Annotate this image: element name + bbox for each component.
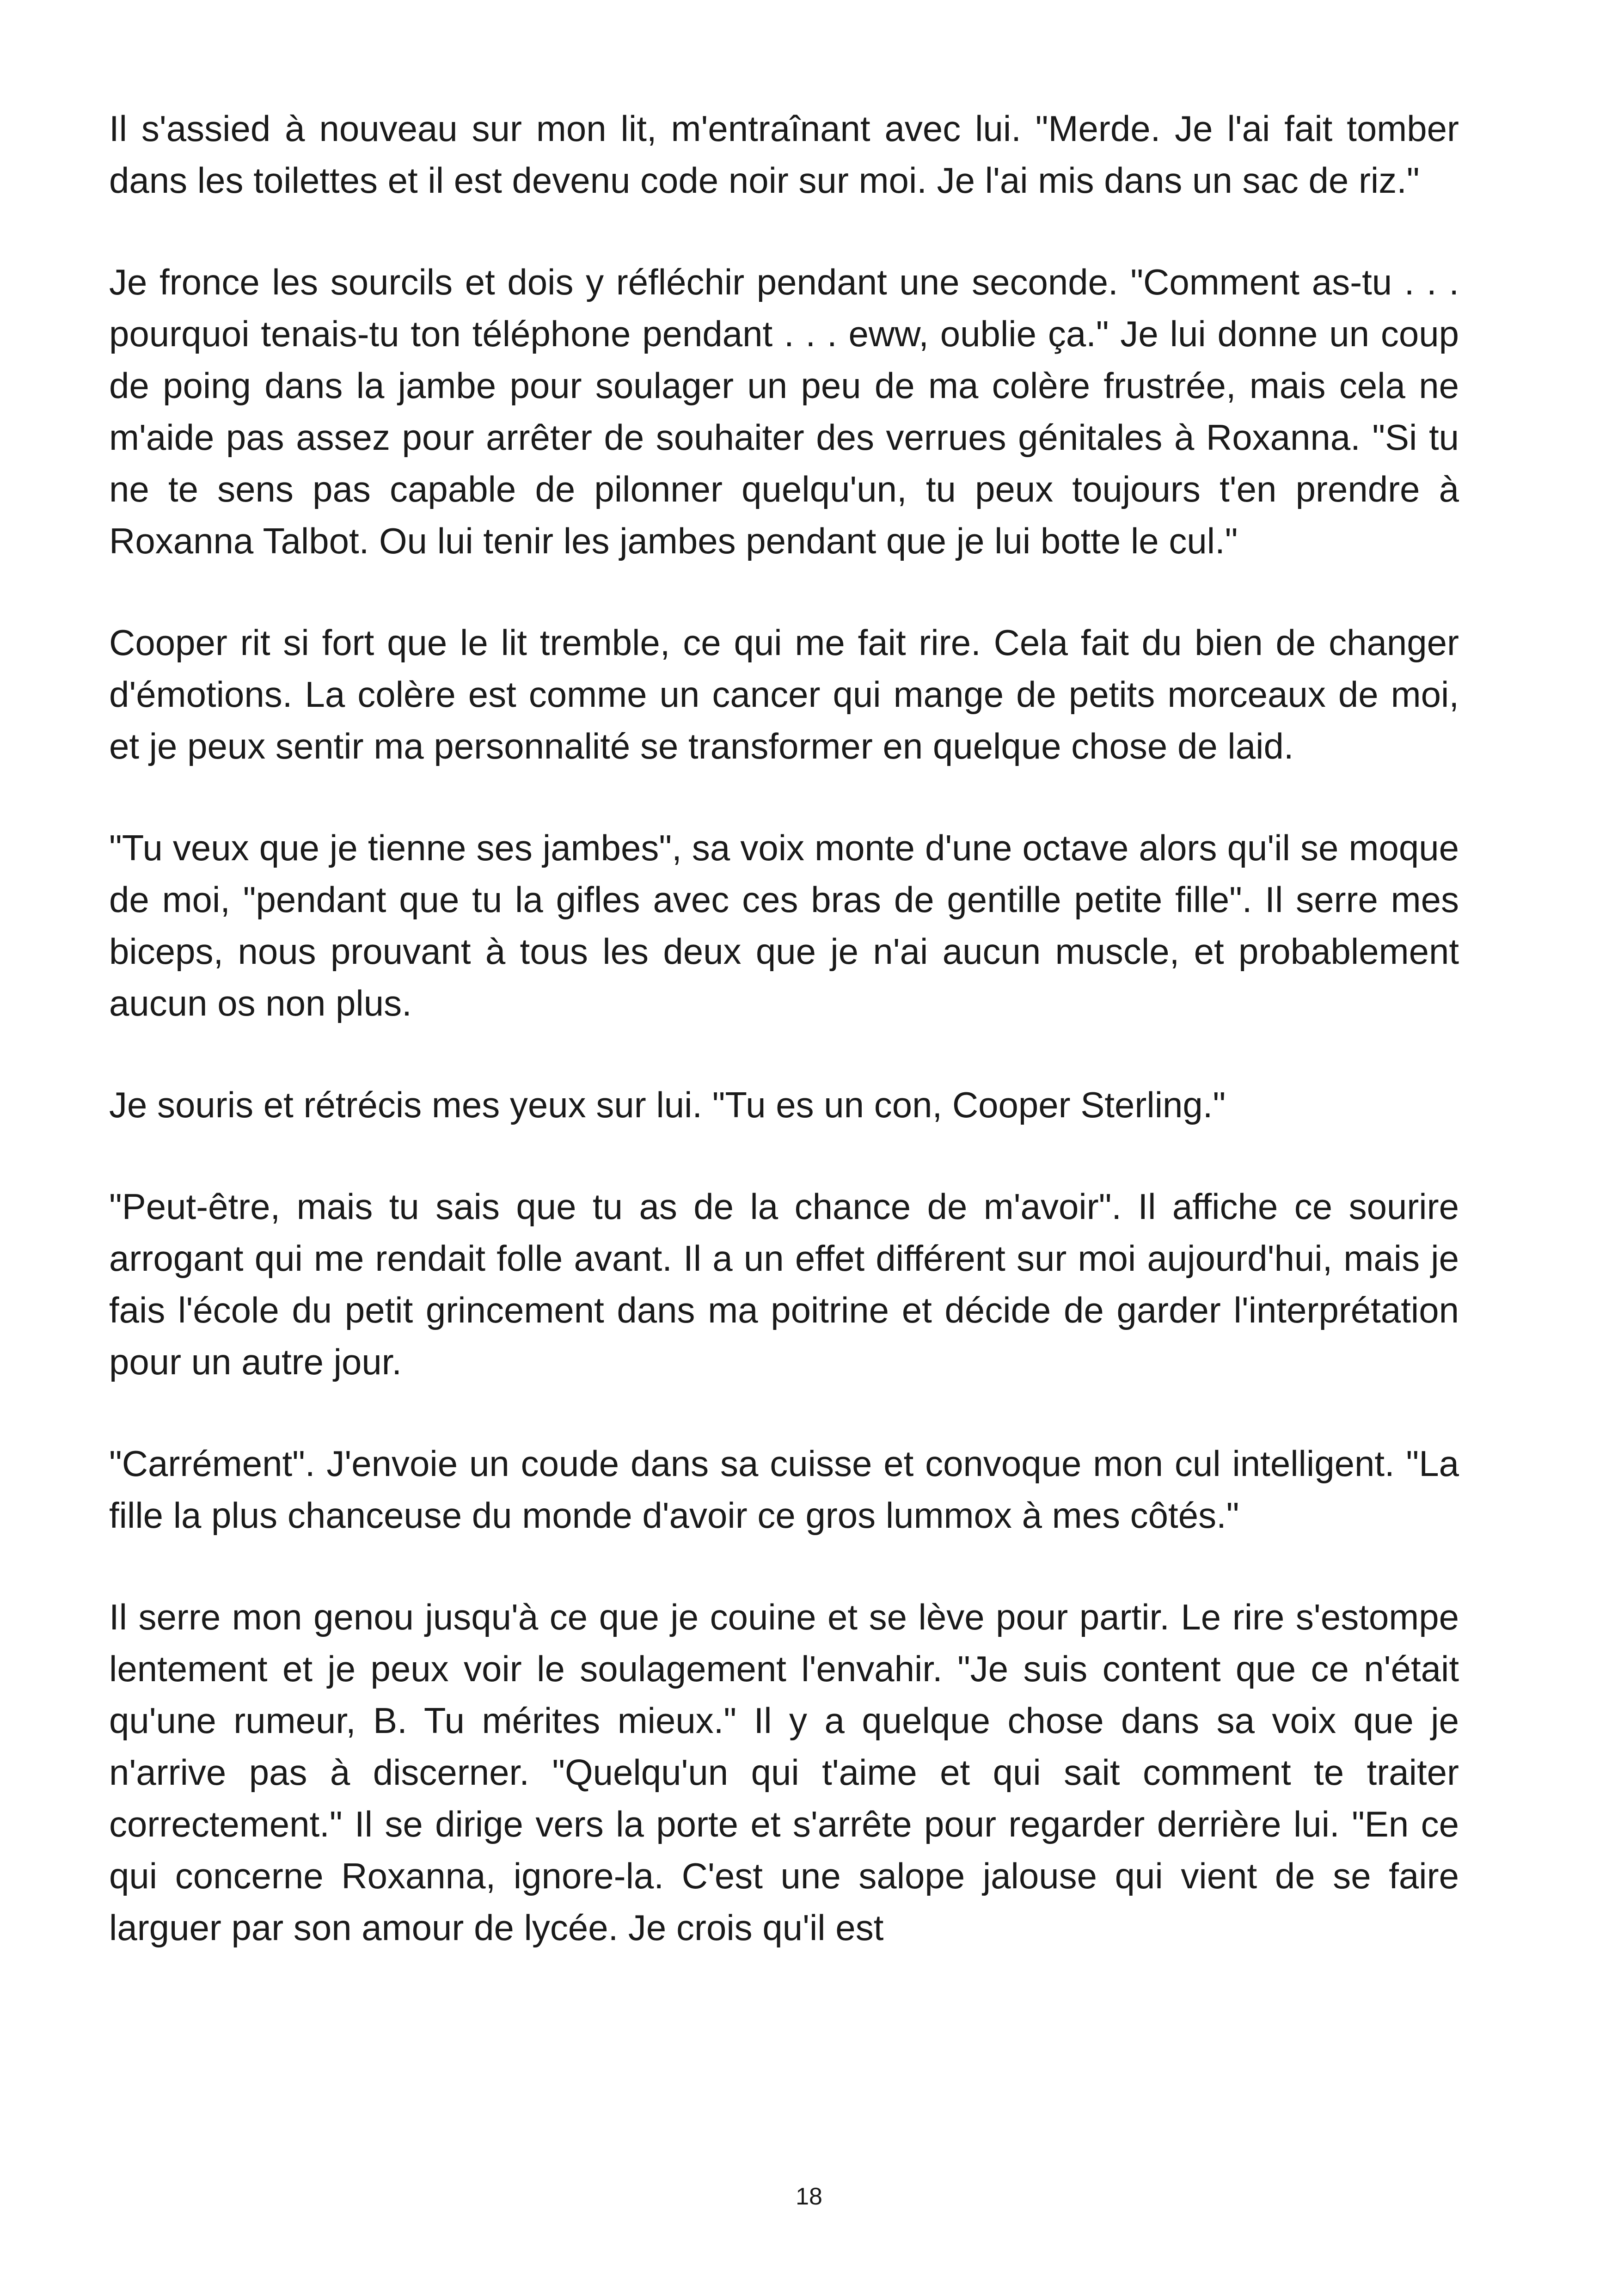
body-text	[109, 103, 1459, 1953]
paragraph: Je fronce les sourcils et dois y réfléchir pendant une seconde. "Comment as-tu . . . pourquoi tenais-tu ton téléphone pendant . . . eww, oublie ça." Je lui donne un coup de poing dans la jambe pour soulager un peu de ma colère frustrée, mais cela ne m'aide pas assez pour arrêter de souhaiter des verrues génitales à Roxanna. "Si tu ne te sens pas capable de pilonner quelqu'un, tu peux toujours t'en prendre à Roxanna Talbot. Ou lui tenir les jambes pendant que je lui botte le cul."	[109, 262, 1459, 561]
paragraph: Je souris et rétrécis mes yeux sur lui. "Tu es un con, Cooper Sterling."	[109, 1084, 1226, 1125]
paragraph: "Peut-être, mais tu sais que tu as de la chance de m'avoir". Il affiche ce sourire arrogant qui me rendait folle avant. Il a un effet différent sur moi aujourd'hui, mais je fais l'école du petit grincement dans ma poitrine et décide de garder l'interprétation pour un autre jour.	[109, 1186, 1459, 1382]
page-number: 18	[796, 2183, 822, 2210]
paragraph: Il s'assied à nouveau sur mon lit, m'entraînant avec lui. "Merde. Je l'ai fait tomber dans les toilettes et il est devenu code noir sur moi. Je l'ai mis dans un sac de riz."	[109, 108, 1459, 201]
paragraph: Cooper rit si fort que le lit tremble, ce qui me fait rire. Cela fait du bien de changer d'émotions. La colère est comme un cancer qui mange de petits morceaux de moi, et je peux sentir ma personnalité se transformer en quelque chose de laid.	[109, 622, 1459, 766]
paragraph: "Carrément". J'envoie un coude dans sa cuisse et convoque mon cul intelligent. "La fille la plus chanceuse du monde d'avoir ce gros lummox à mes côtés."	[109, 1443, 1459, 1536]
paragraph: Il serre mon genou jusqu'à ce que je couine et se lève pour partir. Le rire s'estompe lentement et je peux voir le soulagement l'envahir. "Je suis content que ce n'était qu'une rumeur, B. Tu mérites mieux." Il y a quelque chose dans sa voix que je n'arrive pas à discerner. "Quelqu'un qui t'aime et qui sait comment te traiter correctement." Il se dirige vers la porte et s'arrête pour regarder derrière lui. "En ce qui concerne Roxanna, ignore-la. C'est une salope jalouse qui vient de se faire larguer par son amour de lycée. Je crois qu'il est	[109, 1597, 1459, 1948]
paragraph: "Tu veux que je tienne ses jambes", sa voix monte d'une octave alors qu'il se moque de moi, "pendant que tu la gifles avec ces bras de gentille petite fille". Il serre mes biceps, nous prouvant à tous les deux que je n'ai aucun muscle, et probablement aucun os non plus.	[109, 827, 1459, 1023]
